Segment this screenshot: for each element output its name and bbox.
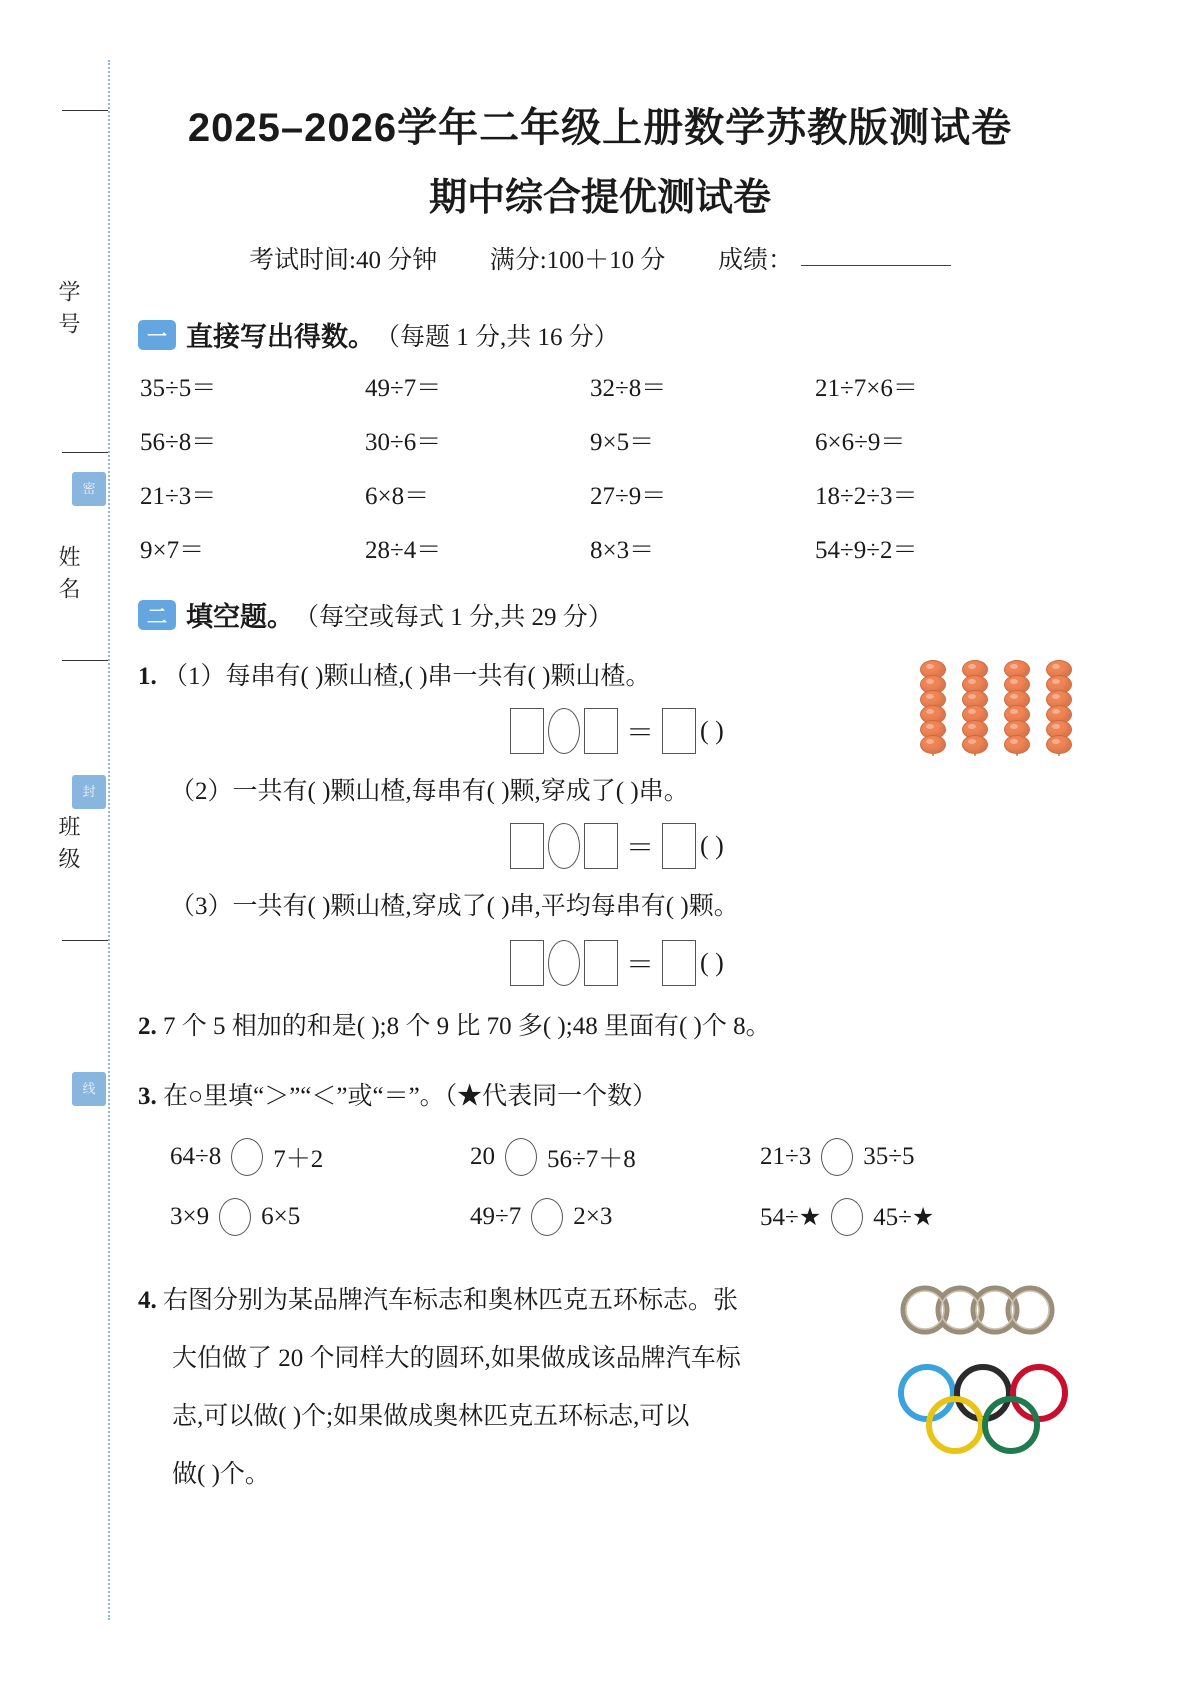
question-4-line4[interactable]: 做( )个。: [172, 1461, 270, 1488]
arithmetic-problem[interactable]: 21÷7×6＝: [815, 375, 918, 402]
unit-parenthesis[interactable]: ( ): [700, 716, 724, 745]
question-3: [138, 1078, 657, 1117]
arithmetic-problem[interactable]: 8×3＝: [590, 537, 655, 564]
comparison-item[interactable]: [760, 1138, 914, 1176]
question-3-text[interactable]: 在○里填“＞”“＜”或“＝”。（★代表同一个数）: [163, 1083, 658, 1110]
question-1-equation-2[interactable]: [510, 823, 724, 869]
arithmetic-problem[interactable]: 21÷3＝: [140, 483, 217, 510]
comparison-left: 21÷3: [760, 1143, 812, 1170]
comparison-right: 2×3: [573, 1203, 613, 1230]
question-1-part2-text[interactable]: （2）一共有( )颗山楂,每串有( )颗,穿成了( )串。: [170, 778, 689, 805]
question-1-part3: [170, 888, 739, 927]
question-4-line2: 大伯做了 20 个同样大的圆环,如果做成该品牌汽车标: [172, 1345, 741, 1372]
question-1-number: 1.: [138, 663, 157, 690]
left-margin-strip: [0, 0, 120, 1684]
margin-label-student-id: 学号: [56, 280, 81, 344]
question-4-line2-wrap: [172, 1340, 741, 1379]
hawthorn-skewers-illustration: [920, 660, 1080, 760]
arithmetic-problem[interactable]: 28÷4＝: [365, 537, 442, 564]
score-blank-line[interactable]: [801, 264, 951, 266]
question-1: [138, 658, 650, 697]
comparison-left: 20: [470, 1143, 495, 1170]
answer-box[interactable]: [510, 940, 544, 986]
seal-stamp-1: 密: [72, 472, 106, 506]
comparison-left: 54÷★: [760, 1204, 822, 1231]
arithmetic-problem[interactable]: 30÷6＝: [365, 429, 442, 456]
answer-box[interactable]: [662, 823, 696, 869]
comparison-circle[interactable]: [821, 1138, 853, 1176]
exam-time-label: 考试时间:40 分钟: [249, 247, 438, 274]
answer-box[interactable]: [584, 708, 618, 754]
question-1-part1-text[interactable]: （1）每串有( )颗山楂,( )串一共有( )颗山楂。: [163, 663, 651, 690]
arithmetic-row: [140, 422, 1040, 476]
section-2-marker: 二: [138, 600, 176, 630]
comparison-circle[interactable]: [831, 1198, 863, 1236]
comparison-left: 64÷8: [170, 1143, 222, 1170]
arithmetic-problem[interactable]: 49÷7＝: [365, 375, 442, 402]
operator-circle[interactable]: [548, 940, 580, 986]
question-2-text[interactable]: 7 个 5 相加的和是( );8 个 9 比 70 多( );48 里面有( )个 8。: [163, 1013, 771, 1040]
question-1-equation-1[interactable]: [510, 708, 724, 754]
comparison-right: 7＋2: [273, 1146, 324, 1173]
unit-parenthesis[interactable]: ( ): [700, 948, 724, 977]
section-1-note: （每题 1 分,共 16 分）: [375, 323, 619, 351]
arithmetic-row: [140, 530, 1040, 584]
section-2-title: 填空题。: [186, 602, 294, 632]
margin-rule-2: [62, 660, 108, 661]
question-4-line3[interactable]: 志,可以做( )个;如果做成奥林匹克五环标志,可以: [172, 1403, 690, 1430]
operator-circle[interactable]: [548, 823, 580, 869]
score-label: 成绩：: [717, 247, 793, 274]
section-2-header: [138, 595, 613, 634]
margin-rule-top: [62, 110, 108, 111]
answer-box[interactable]: [662, 708, 696, 754]
arithmetic-problem[interactable]: 27÷9＝: [590, 483, 667, 510]
margin-rule-1: [62, 452, 108, 453]
berry: [1004, 735, 1030, 754]
comparison-left: 3×9: [170, 1203, 210, 1230]
equals-sign: ＝: [626, 718, 655, 749]
unit-parenthesis[interactable]: ( ): [700, 831, 724, 860]
comparison-left: 49÷7: [470, 1203, 522, 1230]
seal-stamp-2: 封: [72, 775, 106, 809]
comparison-item[interactable]: [470, 1138, 636, 1176]
margin-label-name: 姓名: [56, 545, 81, 609]
comparison-right: 56÷7＋8: [547, 1146, 636, 1173]
arithmetic-row: [140, 368, 1040, 422]
question-1-part2: [170, 773, 689, 812]
question-4: [138, 1282, 738, 1321]
arithmetic-problem[interactable]: 32÷8＝: [590, 375, 667, 402]
comparison-circle[interactable]: [219, 1198, 251, 1236]
equals-sign: ＝: [626, 833, 655, 864]
audi-four-rings-icon: [895, 1280, 1075, 1340]
berry: [962, 735, 988, 754]
section-1-marker: 一: [138, 320, 176, 350]
question-4-line1: 右图分别为某品牌汽车标志和奥林匹克五环标志。张: [163, 1287, 739, 1314]
answer-box[interactable]: [510, 823, 544, 869]
margin-dotted-line: [108, 60, 110, 1620]
page-title-line2: 期中综合提优测试卷: [428, 177, 771, 219]
answer-box[interactable]: [662, 940, 696, 986]
comparison-item[interactable]: [760, 1198, 934, 1236]
equals-sign: ＝: [626, 950, 655, 981]
comparison-right: 45÷★: [873, 1204, 935, 1231]
section-1-header: [138, 315, 619, 354]
comparison-right: 35÷5: [863, 1143, 915, 1170]
section-1-title: 直接写出得数。: [186, 322, 375, 352]
arithmetic-problem[interactable]: 9×7＝: [140, 537, 205, 564]
comparison-item[interactable]: [170, 1198, 300, 1236]
question-4-number: 4.: [138, 1287, 157, 1314]
arithmetic-problem[interactable]: 54÷9÷2＝: [815, 537, 918, 564]
question-4-line4-wrap: [172, 1456, 270, 1495]
comparison-circle[interactable]: [531, 1198, 563, 1236]
answer-box[interactable]: [584, 823, 618, 869]
arithmetic-problem[interactable]: 9×5＝: [590, 429, 655, 456]
page-title-line1: 2025–2026学年二年级上册数学苏教版测试卷: [187, 106, 1013, 150]
full-score-label: 满分:100＋10 分: [489, 247, 666, 274]
berry: [1046, 735, 1072, 754]
olympic-five-rings-icon: [895, 1355, 1075, 1465]
section-2-note: （每空或每式 1 分,共 29 分）: [294, 603, 613, 631]
arithmetic-problem[interactable]: 18÷2÷3＝: [815, 483, 918, 510]
question-2-number: 2.: [138, 1013, 157, 1040]
arithmetic-row: [140, 476, 1040, 530]
arithmetic-grid: [140, 368, 1040, 584]
comparison-circle[interactable]: [505, 1138, 537, 1176]
arithmetic-problem[interactable]: 35÷5＝: [140, 375, 217, 402]
comparison-item[interactable]: [470, 1198, 612, 1236]
operator-circle[interactable]: [548, 708, 580, 754]
comparison-circle[interactable]: [231, 1138, 263, 1176]
question-3-number: 3.: [138, 1083, 157, 1110]
arithmetic-problem[interactable]: 6×8＝: [365, 483, 430, 510]
answer-box[interactable]: [510, 708, 544, 754]
seal-stamp-3: 线: [72, 1072, 106, 1106]
question-1-part3-text[interactable]: （3）一共有( )颗山楂,穿成了( )串,平均每串有( )颗。: [170, 893, 739, 920]
question-4-line3-wrap: [172, 1398, 689, 1437]
comparison-right: 6×5: [261, 1203, 301, 1230]
arithmetic-problem[interactable]: 56÷8＝: [140, 429, 217, 456]
margin-label-class: 班级: [56, 815, 81, 879]
answer-box[interactable]: [584, 940, 618, 986]
berry: [920, 735, 946, 754]
comparison-item[interactable]: [170, 1138, 323, 1176]
margin-rule-3: [62, 940, 108, 941]
exam-info-line: [150, 240, 1050, 276]
arithmetic-problem[interactable]: 6×6÷9＝: [815, 429, 906, 456]
question-1-equation-3[interactable]: [510, 940, 724, 986]
question-2: [138, 1008, 771, 1047]
